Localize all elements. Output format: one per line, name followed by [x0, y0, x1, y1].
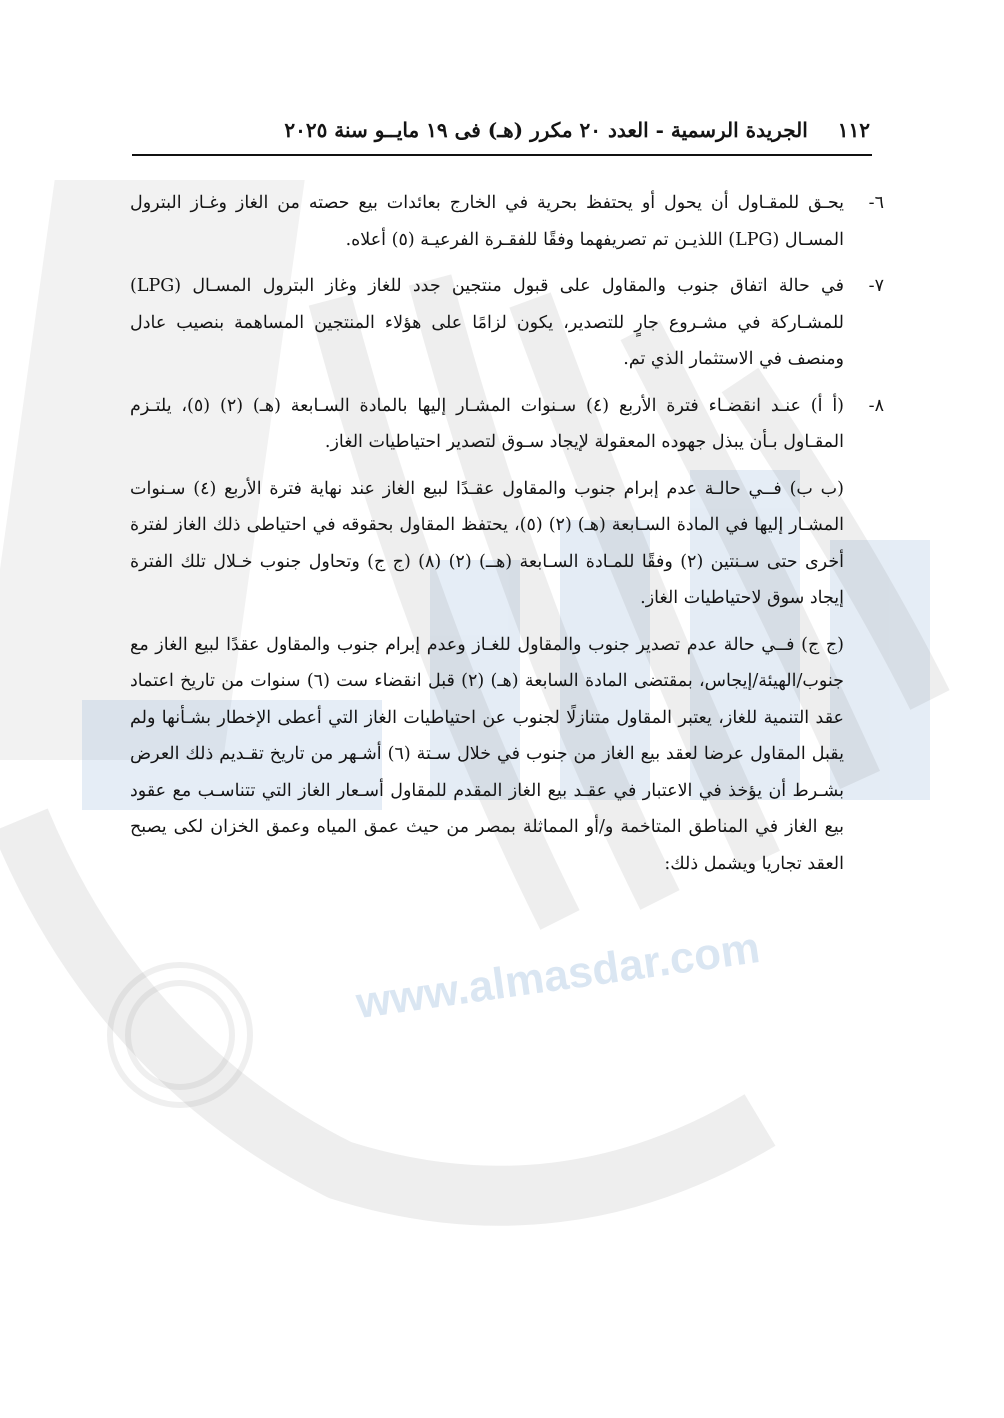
- watermark-site-text: www.almasdar.com: [353, 923, 763, 1029]
- clause-8: [130, 388, 884, 461]
- subclause-label: (ب ب): [789, 478, 844, 499]
- clause-number: ٦-: [868, 193, 884, 213]
- clause-7: [130, 268, 884, 378]
- subclause-b: [130, 471, 844, 617]
- article-body: [130, 185, 884, 892]
- subclause-text: فــي حالـة عدم إبرام جنوب والمقاول عقـدًا لبيع الغاز عند نهاية فترة الأربع (٤) سـنوات المشـار إليها في المادة السـابعة (هـ) (٢) (٥)، يحتفظ المقاول بحقوقه في احتياطى ذلك الغاز لفترة أخرى حتى سـنتين (٢) وفقًا للمـادة السـابعة (هــ) (٢) (٨) (ج ج) وتحاول جنوب خـلال تلك الفترة إيجاد سوق لاحتياطيات الغاز.: [130, 478, 845, 608]
- page-number: ١١٢: [837, 118, 870, 142]
- clause-text: في حالة اتفاق جنوب والمقاول على قبول منتجين جدد للغاز وغاز البترول المسـال (LPG) للمشـاركة في مشـروع جارٍ للتصدير، يكون لزامًا على هؤلاء المنتجين المساهمة بنصيب عادل ومنصف في الاستثمار الذي تم.: [130, 276, 844, 369]
- page-header: [134, 110, 870, 150]
- clause-text: (أ أ) عنـد انقضـاء فترة الأربع (٤) سـنوات المشـار إليها بالمادة السـابعة (هـ) (٢) (٥)، يلتـزم المقـاول بـأن يبذل جهوده المعقولة لإيجاد سـوق لتصدير احتياطيات الغاز.: [130, 395, 845, 452]
- clause-number: ٧-: [868, 276, 884, 296]
- journal-title: الجريدة الرسمية - العدد ٢٠ مكرر (هـ) فى ١٩ مايــو سنة ٢٠٢٥: [284, 118, 808, 142]
- clause-number: ٨-: [868, 395, 884, 416]
- clause-text: يحـق للمقـاول أن يحول أو يحتفظ بحرية في الخارج بعائدات بيع حصته من الغاز وغـاز البترول المسـال (LPG) اللذيـن تم تصريفهما وفقًا للفقـرة الفرعيـة (٥) أعلاه.: [130, 193, 844, 250]
- subclause-text: فــي حالة عدم تصدير جنوب والمقاول للغـاز وعدم إبرام جنوب والمقاول عقدًا لبيع الغاز مع جنوب/الهيئة/إيجاس، بمقتضى المادة السابعة (هـ) (٢) قبل انقضاء ست (٦) سنوات من تاريخ اعتماد عقد التنمية للغاز، يعتبر المقاول متنازلًا لجنوب عن احتياطيات الغاز التي أعطى الإخطار بشـأنها ولم يقبل المقاول عرضا لعقد بيع الغاز من جنوب في خلال سـتة (٦) أشـهر من تاريخ تقـديم ذلك العرض بشـرط أن يؤخذ في الاعتبار في عقـد بيع الغاز المقدم للمقاول أسـعار الغاز التي تتناسـب مع عقود بيع الغاز في المناطق المتاخمة و/أو المماثلة بمصر من حيث عمق المياه وعمق الخزان لكى يصبح العقد تجاريا ويشمل ذلك:: [130, 634, 844, 874]
- header-divider: [132, 154, 872, 156]
- subclause-c: [130, 627, 844, 883]
- clause-6: [130, 185, 884, 258]
- subclause-label: (ج ج): [801, 634, 844, 655]
